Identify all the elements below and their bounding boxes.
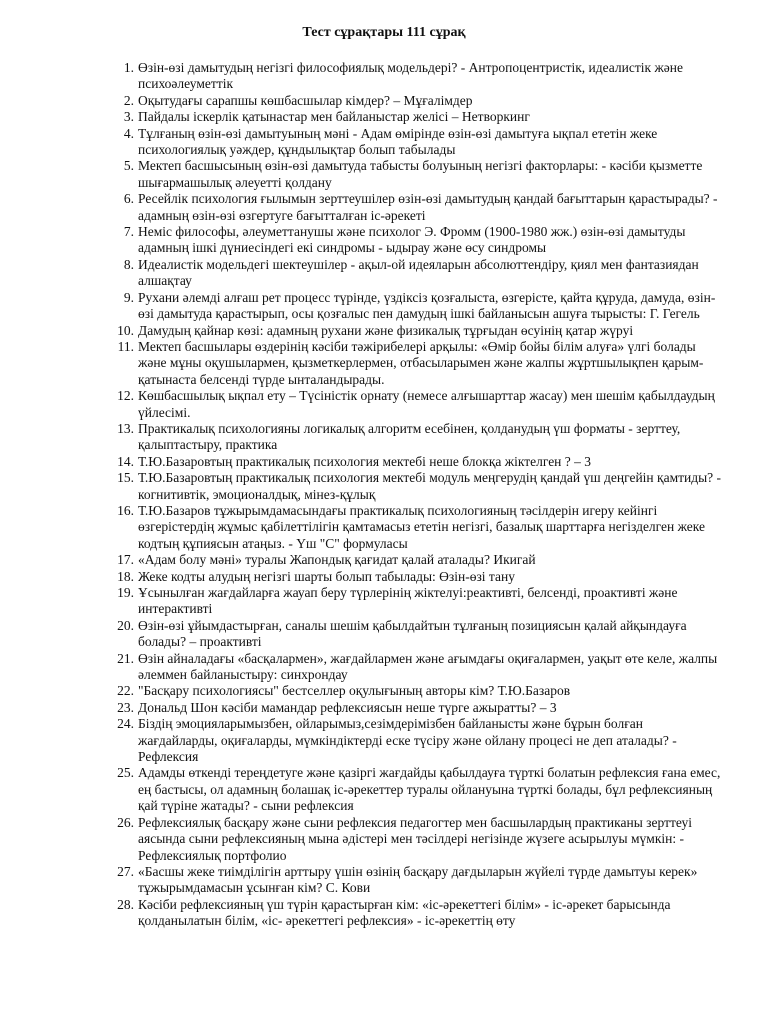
question-number: 4. [123, 125, 134, 141]
question-text: Адамды өткенді тереңдетуге және қазіргі жағдайды қабылдауға түрткі болатын рефлексия ғана емес, ең бастысы, ол адамның болашақ іс-әрекеттер туралы ойлануына түрткі болады, бұл рефлексияның қай түріне жатады? - сыни рефлексия [138, 765, 721, 814]
question-item [100, 651, 725, 684]
question-text: Рефлексиялық басқару және сыни рефлексия педагогтер мен басшылардың практиканы зерттеуі аясында сыни рефлексияның мына әдістері мен тәсілдері негізінде жүзеге асырылуы мүмкін: - Рефлексиялық портфолио [138, 814, 693, 863]
question-item [100, 421, 725, 454]
question-item [100, 897, 725, 930]
question-number: 9. [123, 289, 134, 305]
question-text: Т.Ю.Базаров тұжырымдамасындағы практикалық психологияның тәсілдерін игеру кейінгі өзгерістердің жұмыс қабілеттілігін қамтамасыз ететін негізгі, базалық шарттарға негізделген жеке кодтың құпиясын атаңыз. - Үш "С" формуласы [138, 502, 705, 551]
question-number: 12. [117, 388, 134, 404]
question-item [100, 191, 725, 224]
question-number: 25. [117, 765, 134, 781]
question-item [100, 700, 725, 716]
question-text: Ұсынылған жағдайларға жауап беру түрлерінің жіктелуі:реактивті, белсенді, проактивті және интерактивті [138, 585, 678, 617]
question-item [100, 815, 725, 864]
question-number: 1. [123, 60, 134, 75]
question-text: Оқытудағы сарапшы көшбасшылар кімдер? – Мұғалімдер [138, 92, 473, 108]
question-number: 19. [117, 585, 134, 600]
question-text: Мектеп басшылары өздерінің кәсіби тәжірибелері арқылы: «Өмір бойы білім алуға» үлгі болады және мұны оқушылармен, қызметкерлермен, отбасыларымен және жалпы жұртшылықпен қарым-қатынаста белсенді түрде ынталандырады. [138, 338, 704, 387]
question-item [100, 618, 725, 651]
question-text: Пайдалы іскерлік қатынастар мен байланыстар желісі – Нетворкинг [138, 109, 530, 125]
question-item [100, 158, 725, 191]
question-item [100, 585, 725, 618]
question-text: Дамудың қайнар көзі: адамның рухани және физикалық тұрғыдан өсуінің қатар жүруі [138, 322, 634, 338]
question-item [100, 470, 725, 503]
question-item [100, 765, 725, 814]
question-number: 13. [117, 420, 134, 436]
question-text: Біздің эмоцияларымызбен, ойларымыз,сезімдерімізбен байланысты және бұрын болған жағдайларды, оқиғаларды, мүмкіндіктерді еске түсіру және ойлану процесі не деп аталады? - Рефлексия [138, 716, 677, 765]
question-number: 5. [123, 158, 134, 174]
question-text: Неміс философы, әлеуметтанушы және психолог Э. Фромм (1900-1980 жж.) өзін-өзі дамытуды адамның ішкі дүниесіндегі екі синдромы - ыдырау және өсу синдромы [138, 224, 686, 256]
question-text: Идеалистік модельдегі шектеушілер - ақыл-ой идеяларын абсолюттендіру, қиял мен фантазиядан алшақтау [138, 256, 699, 289]
question-item [100, 388, 725, 421]
question-item [100, 224, 725, 257]
question-item [100, 454, 725, 470]
question-item [100, 109, 725, 125]
question-number: 18. [117, 568, 134, 584]
question-item [100, 552, 725, 568]
question-text: Т.Ю.Базаровтың практикалық психология мектебі модуль меңгерудің қандай үш деңгейін қамтиды? - когнитивтік, эмоционалдық, мінез-құлық [138, 470, 722, 502]
question-number: 24. [117, 716, 134, 732]
question-number: 2. [123, 92, 134, 108]
question-number: 28. [117, 896, 134, 912]
question-item [100, 503, 725, 552]
question-list [100, 60, 725, 930]
question-number: 26. [117, 814, 134, 830]
question-item [100, 323, 725, 339]
question-text: Т.Ю.Базаровтың практикалық психология мектебі неше блокқа жіктелген ? – 3 [138, 453, 592, 469]
question-text: Өзін айналадағы «басқалармен», жағдайлармен және ағымдағы оқиғалармен, уақыт өте келе, жалпы әлеммен байланыстыру: синхрондау [138, 650, 718, 683]
question-number: 23. [117, 699, 134, 715]
question-number: 17. [117, 552, 134, 568]
question-item [100, 716, 725, 765]
question-number: 20. [117, 617, 134, 633]
question-number: 11. [117, 338, 134, 354]
question-item [100, 93, 725, 109]
question-text: «Адам болу мәні» туралы Жапондық қағидат қалай аталады? Икигай [138, 552, 536, 568]
question-item [100, 569, 725, 585]
question-number: 27. [117, 863, 134, 879]
question-text: Жеке кодты алудың негізгі шарты болып табылады: Өзін-өзі тану [138, 568, 515, 584]
question-number: 16. [117, 502, 134, 518]
question-number: 10. [117, 322, 134, 338]
question-text: Ресейлік психология ғылымын зерттеушілер өзін-өзі дамытудың қандай бағыттарын қарастырады? - адамның өзін-өзі өзгертуге бағытталған іс-әрекеті [138, 191, 718, 223]
question-item [100, 60, 725, 93]
question-number: 15. [117, 470, 134, 486]
question-number: 6. [123, 191, 134, 207]
question-text: Мектеп басшысының өзін-өзі дамытуда табысты болуының негізгі факторлары: - кәсіби қызметте шығармашылық әлеуетті қолдану [138, 158, 703, 190]
question-item [100, 257, 725, 290]
question-number: 8. [123, 256, 134, 272]
question-text: Кәсіби рефлексияның үш түрін қарастырған кім: «іс-әрекеттегі білім» - іс-әрекет барысында қолданылатын білім, «іс- әрекеттегі рефлексия» - іс-әрекеттің өту [138, 896, 671, 929]
question-item [100, 683, 725, 699]
question-text: Өзін-өзі ұйымдастырған, саналы шешім қабылдайтын тұлғаның позициясын қалай айқындауға болады? – проактивті [138, 617, 687, 650]
question-item [100, 126, 725, 159]
question-text: Тұлғаның өзін-өзі дамытуының мәні - Адам өмірінде өзін-өзі дамытуға ықпал ететін жеке психологиялық уәждер, құндылықтар болып табылады [138, 125, 658, 158]
question-item [100, 864, 725, 897]
question-text: "Басқару психологиясы" бестселлер оқулығының авторы кім? Т.Ю.Базаров [138, 683, 571, 699]
page-title: Тест сұрақтары 111 сұрақ [302, 25, 466, 40]
question-number: 3. [123, 109, 134, 125]
question-item [100, 339, 725, 388]
question-text: «Басшы жеке тиімділігін арттыру үшін өзінің басқару дағдыларын жүйелі түрде дамытуы керек» тұжырымдамасын ұсынған кім? С. Кови [138, 863, 698, 896]
question-text: Көшбасшылық ықпал ету – Түсіністік орнату (немесе алғышарттар жасау) мен шешім қабылдаудың үйлесімі. [138, 388, 715, 420]
question-number: 21. [117, 650, 134, 666]
question-text: Практикалық психологияны логикалық алгоритм есебінен, қолданудың үш форматы - зерттеу, қалыптастыру, практика [138, 420, 681, 453]
question-number: 22. [117, 683, 134, 699]
question-number: 7. [123, 224, 134, 240]
question-text: Рухани әлемді алғаш рет процесс түрінде, үздіксіз қозғалыста, өзгерісте, қайта құруда, дамуда, өзін-өзі дамытуда қарастырып, осы қозғалыс пен дамудың ішкі байланысын ашуға тырысты: Г. Гегель [138, 289, 716, 322]
question-text: Өзін-өзі дамытудың негізгі философиялық модельдері? - Антропоцентристік, идеалистік және психоәлеуметтік [138, 60, 683, 92]
question-number: 14. [117, 453, 134, 469]
question-item [100, 290, 725, 323]
question-text: Дональд Шон кәсіби мамандар рефлексиясын неше түрге ажыратты? – 3 [138, 699, 557, 715]
